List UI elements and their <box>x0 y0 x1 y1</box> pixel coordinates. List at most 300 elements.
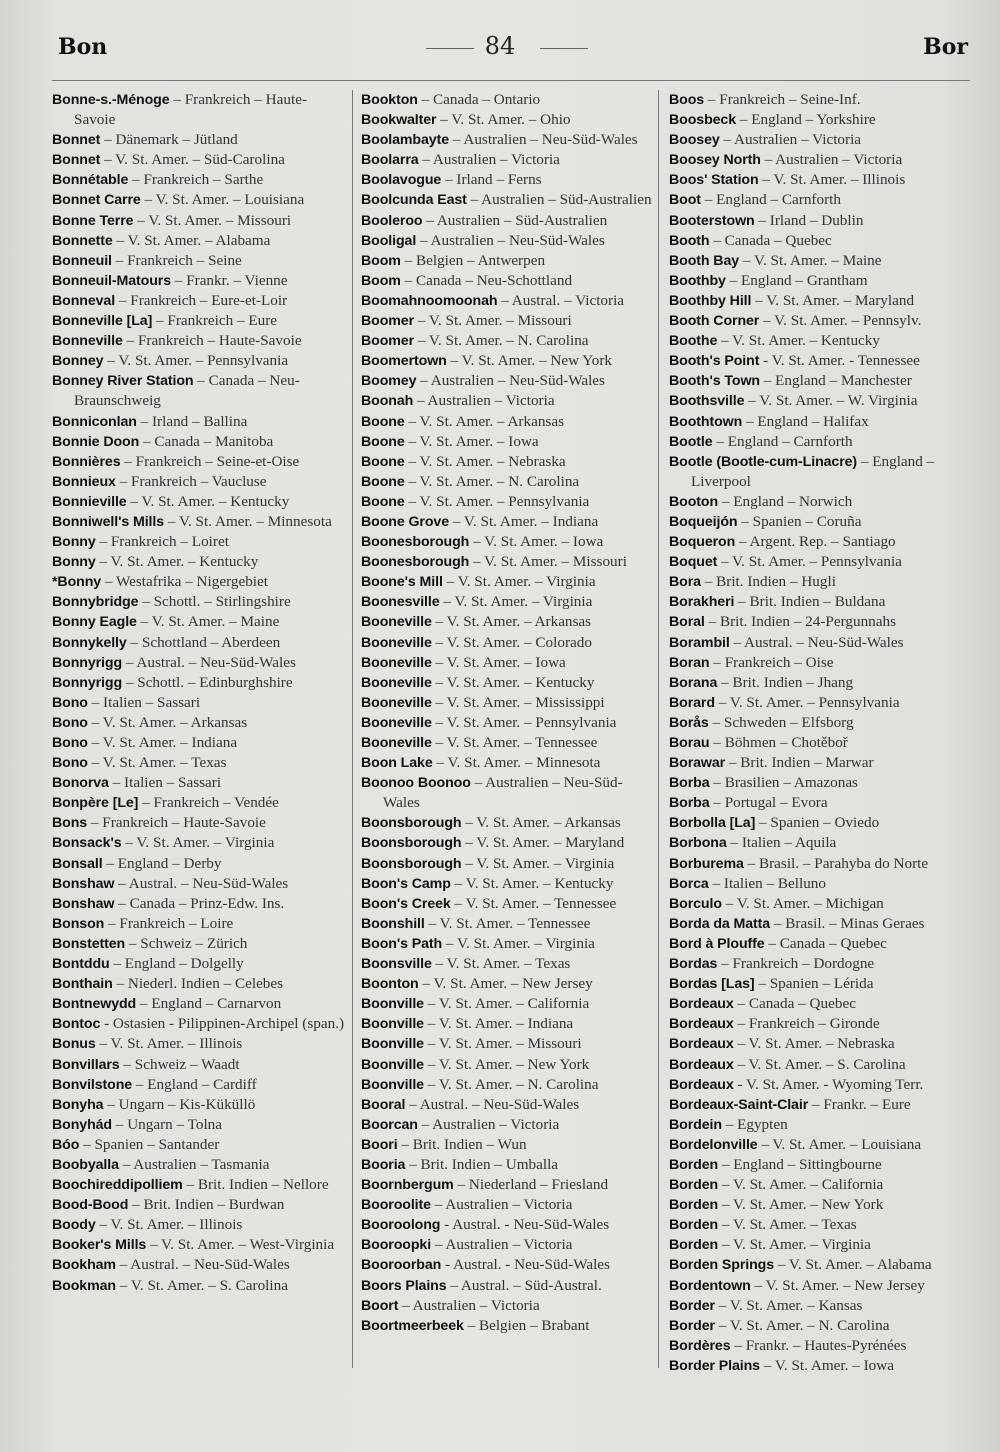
gazetteer-entry <box>361 1195 656 1215</box>
gazetteer-entry <box>669 412 964 432</box>
running-head-left: Bon <box>58 34 108 60</box>
place-location: – Schweiz – Zürich <box>125 934 248 952</box>
gazetteer-entry <box>361 1014 656 1034</box>
gazetteer-entry <box>669 190 964 210</box>
gazetteer-entry <box>669 1356 964 1376</box>
gazetteer-entry <box>361 110 656 130</box>
gazetteer-entry <box>669 733 964 753</box>
place-location: – Schottland – Aberdeen <box>126 633 281 651</box>
gazetteer-entry <box>669 150 964 170</box>
place-name: Boquet <box>669 554 718 571</box>
place-name: Bono <box>52 755 88 772</box>
place-location: – Frankreich – Haute-Savoie <box>122 332 302 350</box>
place-name: Boomey <box>361 373 417 390</box>
place-name: Booneville <box>361 735 432 751</box>
place-name: Boonville <box>361 1036 424 1053</box>
place-name: Boonsborough <box>361 855 462 872</box>
place-location: – Belgien – Antwerpen <box>400 251 546 269</box>
gazetteer-entry <box>52 1215 347 1235</box>
place-location: – Schottl. – Stirlingshire <box>138 593 291 611</box>
place-name: Bonnybridge <box>52 594 139 611</box>
gazetteer-entry <box>52 793 347 813</box>
place-name: Booneville <box>361 694 432 711</box>
gazetteer-entry <box>52 90 347 130</box>
place-name: Boori <box>361 1136 398 1153</box>
gazetteer-entry <box>669 854 964 874</box>
place-name: Boortmeerbeek <box>361 1317 464 1334</box>
place-name: Bordentown <box>669 1277 751 1294</box>
place-name: Bonnykelly <box>52 634 127 651</box>
place-name: Borden Springs <box>669 1257 775 1274</box>
place-location: – V. St. Amer. – Pennsylvania <box>431 713 617 731</box>
gazetteer-entry <box>52 592 347 612</box>
gazetteer-entry <box>669 211 964 231</box>
place-name: Bonne-s.-Ménoge <box>52 92 170 108</box>
place-location: – Brit. Indien – Jhang <box>717 673 854 691</box>
place-location: – Schweden – Elfsborg <box>708 713 854 731</box>
place-location: – Frankreich – Haute-Savoie <box>87 814 266 832</box>
place-location: – V. St. Amer. – Louisiana <box>757 1135 922 1153</box>
gazetteer-entry <box>52 713 347 733</box>
gazetteer-entry <box>669 1195 964 1215</box>
place-name: Booneville <box>361 714 432 731</box>
gazetteer-entry <box>669 1115 964 1135</box>
place-name: Borden <box>669 1237 719 1254</box>
place-name: Boobyalla <box>52 1156 119 1173</box>
place-location: – England – Cardiff <box>132 1075 257 1093</box>
place-location: – V. St. Amer. – Nebraska <box>733 1035 895 1053</box>
place-name: Bonnie Doon <box>52 433 140 450</box>
gazetteer-entry <box>361 1175 656 1195</box>
place-name: Boral <box>669 614 705 631</box>
gazetteer-entry <box>361 633 656 653</box>
place-name: Booroolong <box>361 1217 441 1234</box>
gazetteer-entry <box>669 994 964 1014</box>
place-location: – V. St. Amer. – Alabama <box>774 1256 932 1274</box>
gazetteer-entry <box>669 572 964 592</box>
place-location: – V. St. Amer. – Colorado <box>431 633 592 651</box>
gazetteer-entry <box>669 291 964 311</box>
place-name: Borburema <box>669 855 744 872</box>
gazetteer-entry <box>669 914 964 934</box>
place-location: – Frankreich – Sarthe <box>128 171 264 189</box>
place-location: – Egypten <box>721 1115 788 1133</box>
gazetteer-entry <box>669 653 964 673</box>
place-name: Boosbeck <box>669 112 737 129</box>
place-location: – V. St. Amer. – Pennsylvania <box>714 693 900 711</box>
gazetteer-entry <box>361 211 656 231</box>
place-name: Booneville <box>361 614 432 631</box>
place-location: – Canada – Prinz-Edw. Ins. <box>114 894 285 912</box>
gazetteer-entry <box>361 1135 656 1155</box>
gazetteer-entry <box>669 130 964 150</box>
gazetteer-entry <box>361 271 656 291</box>
gazetteer-entry <box>361 854 656 874</box>
gazetteer-entry <box>669 713 964 733</box>
place-name: Bóo <box>52 1136 80 1153</box>
place-name: Booligal <box>361 232 417 249</box>
column-divider-1 <box>352 90 353 1368</box>
place-location: – Brasil. – Minas Geraes <box>770 914 925 932</box>
gazetteer-entry <box>669 1175 964 1195</box>
gazetteer-entry <box>361 331 656 351</box>
place-location: – V. St. Amer. – Ohio <box>436 111 571 129</box>
place-location: - V. St. Amer. - Tennessee <box>759 352 920 370</box>
place-name: Booleroo <box>361 212 423 229</box>
place-location: – V. St. Amer. – Minnesota <box>432 754 601 772</box>
place-name: Boone <box>361 473 405 490</box>
place-name: Boolambayte <box>361 132 449 149</box>
place-location: – V. St. Amer. – Süd-Carolina <box>100 151 285 169</box>
place-location: – Australien – Neu-Süd-Wales <box>449 131 638 149</box>
gazetteer-entry <box>361 130 656 150</box>
place-location: – V. St. Amer. – Iowa <box>404 432 539 450</box>
place-location: – V. St. Amer. – Pennsylvania <box>103 352 289 370</box>
place-location: – Austral. – Neu-Süd-Wales <box>122 653 296 671</box>
place-location: – Niederland – Friesland <box>453 1176 609 1194</box>
place-name: Bonny <box>52 554 96 571</box>
place-name: Bonnet <box>52 132 101 149</box>
place-location: – V. St. Amer. – Texas <box>87 754 227 772</box>
place-location: – Australien – Victoria <box>418 151 560 169</box>
gazetteer-entry <box>52 753 347 773</box>
place-name: Booria <box>361 1156 406 1173</box>
place-name: Boonville <box>361 1076 424 1093</box>
gazetteer-entry <box>669 934 964 954</box>
place-name: Boqueron <box>669 534 736 551</box>
place-name: Borden <box>669 1217 719 1234</box>
place-location: – Brasilien – Amazonas <box>709 774 858 792</box>
gazetteer-entry <box>669 371 964 391</box>
place-location: – Canada – Neu-Braunschweig <box>74 372 300 410</box>
place-name: Bookwalter <box>361 112 437 129</box>
place-location: – V. St. Amer. – Virginia <box>121 834 275 852</box>
place-location: – Brit. Indien – Nellore <box>182 1176 329 1194</box>
place-location: – Frankreich – Dordogne <box>717 955 875 973</box>
place-location: – V. St. Amer. – Alabama <box>112 231 271 249</box>
place-location: – Irland – Dublin <box>754 211 864 229</box>
place-name: Boonah <box>361 393 414 410</box>
place-location: – Italien – Sassari <box>87 693 201 711</box>
place-location: – England – Derby <box>102 854 222 872</box>
gazetteer-entry <box>361 472 656 492</box>
gazetteer-entry <box>361 1034 656 1054</box>
place-name: Borden <box>669 1156 719 1173</box>
place-name: Bootle (Bootle-cum-Linacre) <box>669 453 858 470</box>
place-location: – England – Yorkshire <box>736 111 876 129</box>
place-name: Borba <box>669 775 710 792</box>
gazetteer-entry <box>669 1276 964 1296</box>
place-name: Boom <box>361 272 401 289</box>
place-name: Bonshaw <box>52 875 115 892</box>
gazetteer-entry <box>361 934 656 954</box>
place-location: – Australien – Tasmania <box>118 1155 270 1173</box>
gazetteer-entry <box>669 612 964 632</box>
place-location: – V. St. Amer. – Missouri <box>133 211 292 229</box>
place-name: Boot <box>669 192 701 209</box>
place-name: Boonville <box>361 1016 424 1033</box>
place-location: – Austral. – Neu-Süd-Wales <box>114 874 289 892</box>
place-name: Boonton <box>361 976 419 993</box>
place-location: – V. St. Amer. – Kentucky <box>431 673 595 691</box>
gazetteer-entry <box>361 1115 656 1135</box>
place-location: – England – Liverpool <box>691 452 935 490</box>
place-name: Bonthain <box>52 976 113 993</box>
gazetteer-entry <box>669 1336 964 1356</box>
place-location: – Spanien – Lérida <box>754 975 874 993</box>
gazetteer-entry <box>52 512 347 532</box>
place-location: – V. St. Amer. – S. Carolina <box>733 1055 906 1073</box>
column-1 <box>52 90 347 1296</box>
place-location: – V. St. Amer. – Illinois <box>95 1216 243 1234</box>
gazetteer-entry <box>361 1155 656 1175</box>
place-location: – Canada – Quebec <box>709 231 832 249</box>
place-location: – Australien – Süd-Australien <box>466 191 652 209</box>
place-name: Bonnétable <box>52 172 129 189</box>
place-name: Bordelonville <box>669 1136 758 1153</box>
place-location: – Frankr. – Eure <box>808 1095 911 1113</box>
gazetteer-entry <box>361 150 656 170</box>
place-location: – Australien – Victoria <box>719 131 862 149</box>
gazetteer-entry <box>361 894 656 914</box>
place-location: – V. St. Amer. – California <box>423 995 590 1013</box>
gazetteer-entry <box>52 271 347 291</box>
gazetteer-entry <box>52 452 347 472</box>
place-location: – V. St. Amer. – Michigan <box>721 894 884 912</box>
place-location: – V. St. Amer. – Illinois <box>95 1035 243 1053</box>
gazetteer-entry <box>361 572 656 592</box>
place-name: Bonneville [La] <box>52 313 153 330</box>
place-location: – Spanien – Oviedo <box>755 814 880 832</box>
place-name: Bordeaux <box>669 1016 734 1033</box>
place-location: – Brit. Indien – Burdwan <box>128 1196 285 1214</box>
gazetteer-entry <box>52 733 347 753</box>
place-name: Boosey <box>669 132 720 149</box>
place-location: – Westafrika – Nigergebiet <box>101 573 268 591</box>
gazetteer-entry <box>361 351 656 371</box>
gazetteer-entry <box>52 492 347 512</box>
gazetteer-entry <box>361 391 656 411</box>
place-location: – Frankreich – Loire <box>104 914 234 932</box>
gazetteer-entry <box>361 914 656 934</box>
place-name: Boon's Creek <box>361 895 451 912</box>
gazetteer-entry <box>669 170 964 190</box>
gazetteer-entry <box>361 492 656 512</box>
gazetteer-entry <box>669 1316 964 1336</box>
gazetteer-entry <box>361 653 656 673</box>
place-location: – V. St. Amer. – Maryland <box>751 291 915 309</box>
gazetteer-entry <box>361 1255 656 1275</box>
gazetteer-entry <box>361 311 656 331</box>
place-location: – V. St. Amer. – Maine <box>136 613 280 631</box>
place-name: Boolarra <box>361 152 419 169</box>
gazetteer-entry <box>669 251 964 271</box>
gazetteer-entry <box>52 170 347 190</box>
place-name: Bora <box>669 574 701 591</box>
gazetteer-entry <box>361 954 656 974</box>
place-location: – V. St. Amer. – Tennessee <box>431 734 598 751</box>
gazetteer-entry <box>361 1215 656 1235</box>
place-name: Bordères <box>669 1337 731 1354</box>
gazetteer-entry <box>52 291 347 311</box>
place-location: – Frankreich – Seine <box>111 251 242 269</box>
place-name: Boody <box>52 1217 96 1234</box>
place-location: – V. St. Amer. – Arkansas <box>431 613 592 631</box>
gazetteer-entry <box>361 994 656 1014</box>
place-name: Boonesborough <box>361 554 470 571</box>
place-name: Boone <box>361 413 405 430</box>
place-location: – V. St. Amer. – Virginia <box>439 593 593 611</box>
place-name: Bord à Plouffe <box>669 935 765 952</box>
place-name: Booth Bay <box>669 252 740 269</box>
place-location: – Frankr. – Hautes-Pyrénées <box>730 1336 907 1354</box>
gazetteer-entry <box>669 452 964 492</box>
gazetteer-entry <box>669 833 964 853</box>
place-name: Boone Grove <box>361 513 449 530</box>
place-location: – V. St. Amer. – Iowa <box>469 533 604 551</box>
place-location: – Canada – Manitoba <box>139 432 274 450</box>
place-name: Bonsack's <box>52 835 122 852</box>
gazetteer-entry <box>52 813 347 833</box>
gazetteer-entry <box>52 874 347 894</box>
place-location: – Niederl. Indien – Celebes <box>112 975 284 993</box>
place-name: Boonesborough <box>361 534 470 551</box>
gazetteer-entry <box>669 894 964 914</box>
place-location: – V. St. Amer. – Kentucky <box>450 874 614 892</box>
gazetteer-entry <box>52 1155 347 1175</box>
page-number: 84 <box>484 32 516 60</box>
place-name: Bonpère [Le] <box>52 795 139 812</box>
place-location: – England – Grantham <box>725 271 868 289</box>
place-name: Booterstown <box>669 212 755 229</box>
gazetteer-entry <box>361 90 656 110</box>
place-location: – Argent. Rep. – Santiago <box>735 533 896 551</box>
place-location: – Schottl. – Edinburghshire <box>122 673 293 691</box>
place-name: Bonorva <box>52 775 109 792</box>
place-location: – Frankreich – Loiret <box>95 533 229 551</box>
place-name: Boothsville <box>669 393 745 410</box>
place-location: – V. St. Amer. – Missouri <box>414 312 572 330</box>
place-location: – V. St. Amer. – New York <box>718 1196 884 1214</box>
place-location: – Dänemark – Jütland <box>100 131 238 149</box>
place-name: Bonnieville <box>52 493 127 510</box>
place-location: – V. St. Amer. – New Jersey <box>750 1276 925 1294</box>
place-location: – Belgien – Brabant <box>463 1316 590 1334</box>
gazetteer-entry <box>361 371 656 391</box>
place-location: – Brit. Indien – Umballa <box>405 1155 559 1173</box>
place-name: Bonus <box>52 1036 96 1053</box>
place-name: Bordein <box>669 1116 722 1133</box>
gazetteer-entry <box>669 351 964 371</box>
gazetteer-entry <box>669 90 964 110</box>
place-location: – Canada – Ontario <box>417 91 541 108</box>
place-name: Boonville <box>361 996 424 1013</box>
place-name: Bookton <box>361 92 418 108</box>
place-name: Bonnyrigg <box>52 654 123 671</box>
place-name: Boomahnoomoonah <box>361 292 498 309</box>
place-name: Bono <box>52 714 88 731</box>
place-name: Boorcan <box>361 1116 418 1133</box>
place-name: Bonson <box>52 915 105 932</box>
gazetteer-entry <box>669 231 964 251</box>
gazetteer-entry <box>669 813 964 833</box>
place-name: Bookman <box>52 1277 116 1294</box>
gazetteer-entry <box>52 251 347 271</box>
gazetteer-entry <box>669 874 964 894</box>
gazetteer-entry <box>669 773 964 793</box>
gazetteer-entry <box>52 1195 347 1215</box>
place-location: – Brit. Indien – Hugli <box>700 573 836 591</box>
place-location: – V. St. Amer. – New York <box>423 1055 590 1073</box>
place-location: – Canada – Quebec <box>733 995 856 1013</box>
place-name: Bonsall <box>52 855 103 872</box>
gazetteer-entry <box>52 412 347 432</box>
place-location: – England – Dolgelly <box>109 955 244 973</box>
place-location: – Frankreich – Gironde <box>733 1015 880 1033</box>
place-name: Booton <box>669 493 719 510</box>
place-name: Boochireddipolliem <box>52 1177 183 1194</box>
place-name: Bordeaux <box>669 1036 734 1053</box>
place-name: Bonstetten <box>52 935 126 952</box>
place-location: – Frankreich – Vendée <box>138 794 279 812</box>
place-name: Boonoo Boonoo <box>361 775 471 792</box>
place-name: Bonney River Station <box>52 373 194 390</box>
place-name: Boothe <box>669 333 718 350</box>
gazetteer-entry <box>52 371 347 411</box>
gazetteer-entry <box>52 1034 347 1054</box>
place-location: – V. St. Amer. – Arkansas <box>461 814 621 832</box>
place-name: Bono <box>52 694 88 711</box>
gazetteer-entry <box>52 150 347 170</box>
place-name: Bonnières <box>52 453 121 470</box>
place-location: – V. St. Amer. – Indiana <box>423 1015 574 1033</box>
place-location: – England – Carnarvon <box>136 995 282 1013</box>
gazetteer-entry <box>669 1055 964 1075</box>
place-location: – V. St. Amer. – Iowa <box>431 653 566 671</box>
place-name: Borbolla [La] <box>669 815 756 832</box>
place-location: – V. St. Amer. – Kentucky <box>95 553 259 571</box>
place-name: Borca <box>669 875 709 892</box>
gazetteer-entry <box>669 1034 964 1054</box>
place-location: – V. St. Amer. – Virginia <box>442 934 595 952</box>
place-name: Boors Plains <box>361 1277 447 1294</box>
place-name: Bonyha <box>52 1096 104 1113</box>
place-name: Boon's Camp <box>361 875 451 892</box>
gazetteer-entry <box>52 1115 347 1135</box>
gazetteer-entry <box>361 432 656 452</box>
place-name: Bontoc <box>52 1016 101 1033</box>
place-location: – V. St. Amer. – New Jersey <box>418 975 593 993</box>
place-name: Booker's Mills <box>52 1237 147 1254</box>
place-location: – Australien – Victoria <box>431 1236 573 1254</box>
place-name: Border <box>669 1317 715 1334</box>
place-location: – V. St. Amer. – Indiana <box>87 734 238 751</box>
place-location: – Austral. – Neu-Süd-Wales <box>729 633 904 651</box>
place-location: – Italien – Aquila <box>726 834 837 852</box>
place-location: – Australien – Victoria <box>398 1296 540 1314</box>
gazetteer-entry <box>361 1276 656 1296</box>
place-name: Bonny <box>52 534 96 551</box>
place-name: Boon Lake <box>361 755 433 772</box>
place-location: – Austral. – Neu-Süd-Wales <box>405 1095 580 1113</box>
place-location: – England – Carnforth <box>712 432 853 450</box>
place-location: – V. St. Amer. – Mississippi <box>431 693 605 711</box>
place-name: Bood-Bood <box>52 1197 129 1214</box>
place-name: Borculo <box>669 895 722 912</box>
gazetteer-entry <box>361 291 656 311</box>
gazetteer-entry <box>669 974 964 994</box>
place-name: Boothtown <box>669 413 743 430</box>
